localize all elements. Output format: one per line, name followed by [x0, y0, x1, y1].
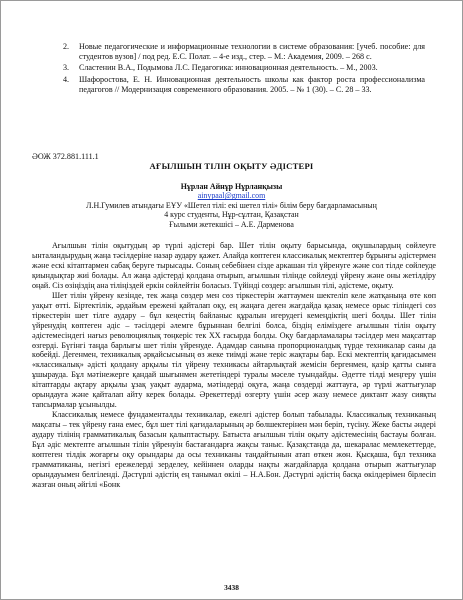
reference-text: Сластенин В.А., Подымова Л.С. Педагогика: инновационная деятельность. – М., 2003.	[79, 63, 378, 73]
article-title: АҒЫЛШЫН ТІЛІН ОҚЫТУ ӘДІСТЕРІ	[149, 161, 314, 171]
udc-code: ӘОЖ 372.881.111.1	[32, 152, 99, 161]
reference-item	[63, 75, 425, 95]
body-paragraph: Классикалық немесе фундаменталды техникалар, ежелгі әдістер болып табылады. Классикалық техниканың мақсаты – тек үйрену ғана емес, бұл шет тілі қағидаларының әр бөлшектерінен мән беріп, түсіну. Жеке басты әндері аудару тілінің грамматикалық базасын қалыптастыру. Батыста ағылшын тілін оқыту әдістемесінің бастауы болған. Бұл әдіс мектепте ағылшын тілін үйренуін бастағандарға жақсы таныс. Қазақстанда да, шекаралас мемлекеттерде, көптеген тілдік жоғарғы оқу орындары да осы техниканы таңдайтынын атап өткен жөн. Қысқаша, бұл техника грамматиканы, негізгі ережелерді зерделеу, кейіннен оларды нақты жағдайларда қолдана отырып жаттығулар орындауымен белгіленді. Дәстүрлі әдістің ең танымал өкілі – Н.А.Бон. Дәстүрлі әдістің басқа өкілдерімен бірлесіп жазған оның әйгілі «Бонк	[32, 410, 436, 489]
body-paragraph: Ағылшын тілін оқытудың әр түрлі әдістері бар. Шет тілін оқыту барысында, оқушылардың сөйлеуге ынталандырудың жаңа тәсілдеріне назар аудару қажет. Алайда көптеген классикалық мектептер бұрынғы әдістермен және ескі кітаптармен сабақ беруге тырысады. Соның себебінен сізде аркашан тіл үйренуге және сол тілде сөйлеуде қиындықтар жиі болады. Ал жаңа әдістерді қолдана отырып, ағылшын тілінде сөйлеуді үйрену және оны жетілдіру оңай. Сіз өзіңіздің ана тіліңіздей еркін сөйлейтін боласыз. Түйінді сөздер: ағылшын тілі, әдістеме, оқыту.	[32, 241, 436, 290]
reference-number: 3.	[63, 63, 70, 73]
author-course: 4 курс студенты, Нұр-сұлтан, Қазақстан	[164, 210, 299, 220]
reference-list	[63, 42, 425, 96]
reference-number: 2.	[63, 42, 70, 51]
author-email-link[interactable]: ainypaal@gmail.com	[197, 191, 266, 201]
reference-text: Новые педагогические и информационные технологии в системе образования: [учеб. пособие: для студентов вузов] / под ред. Е.С. Полат. – 4-е изд., стер. – М.: Академия, 2009. – 268 с.	[79, 42, 425, 62]
author-block	[1, 182, 462, 229]
reference-number: 4.	[63, 74, 70, 84]
author-affiliation: Л.Н.Гумилев атындағы ЕҰУ «Шетел тілі: екі шетел тілі» білім беру бағдарламасының	[86, 200, 377, 210]
reference-item	[63, 63, 425, 73]
body-paragraph: Шет тілін үйрену кезінде, тек жаңа сөздер мен сөз тіркестерін жаттаумен шектеліп келе жатқаныңа өте көп уақыт өтті. Біртектілік, әрдайым ережені қайталап оқу, ең жаңаға деген жағдайда қазақ немесе орыс тіліндегі сөз тіркестерін шет тілге аудару – бұл кеңестің байланыс құралын игерудегі кемеңдіктің шегі болды. Шет тілін үйренудің көптеген әдіс – тәсілдері әлемге бұрыннан белгілі болса, біздің еліміздеге ағылшын тілін оқыту әдістемесіндегі нағыз революциялық төңкеріс тек ХХ ғасырда болды. Оқу бағдарламалары тәсілдер мен мақсаттар өзгерді. Бүгінгі таңда барлығы шет тілін үйренуде. Адамдар санына пропорционалдық түрде техникалар саны да көбейді. Дегенмен, техникалық әрқайсысының өз жеке тиімді және терiс жақтары бар. Ескі мектептің қағидасымен «классикалық» әдісті қолдану арқылы тіл үйрену техникасы айтарлықтай жемісін бергенмен, қазір қатты сынға ұшырауда. Бұл мәтінежерге қандай шығынмен жететіндері туралы мәселе туындайды. Әдетте тілді меңгеру үшін кітаптарды ақтару арқылы ұзақ уақыт аударма, мәтіндерді оқуға, жаңа сөздерді жаттауға, әр түрлі жаттығулар орындауға және қайталап айту керек болады. Әрекеттерді өзгерту үшін әсер жазу немесе диктант жазу сияқты тапсырмалар ұсынылды.	[32, 290, 436, 410]
author-name: Нұрлан Айнұр Нұрланқызы	[180, 182, 283, 191]
reference-text: Шафоростова, Е. Н. Инновационная деятельность школы как фактор роста профессионализма педагогов // Модернизация современного образования. 2005. – № 1 (30). – С. 28 – 33.	[79, 74, 425, 94]
page-number: 3438	[224, 583, 239, 592]
scientific-supervisor: Ғылыми жетекшісі – А.Е. Дарменова	[169, 219, 294, 229]
article-body	[32, 241, 436, 490]
reference-item	[63, 42, 425, 62]
